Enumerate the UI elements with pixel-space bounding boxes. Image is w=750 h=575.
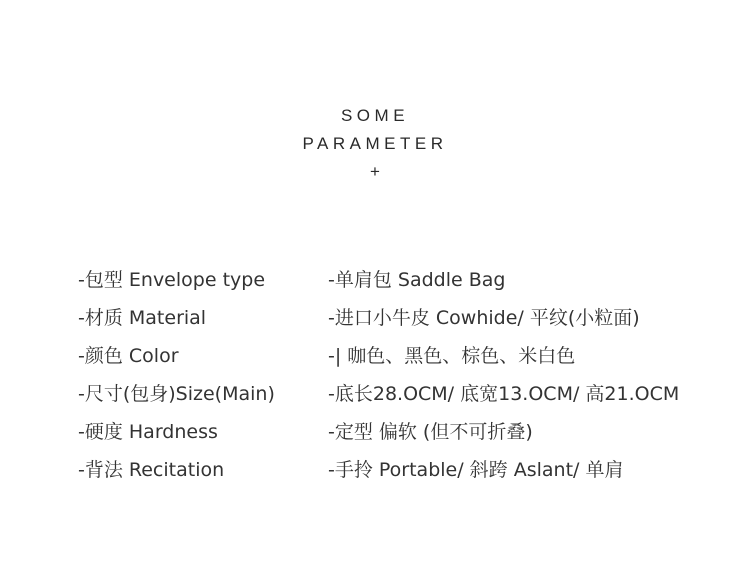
heading-parameter: PARAMETER [302,134,448,153]
heading-some: SOME [340,106,410,125]
param-label: -背法 Recitation [78,459,225,481]
param-row-envelope-type [78,267,738,305]
param-value: -底长28.OCM/ 底宽13.OCM/ 高21.OCM [328,383,680,405]
param-label: -颜色 Color [78,345,179,367]
param-label: -尺寸(包身)Size(Main) [78,383,275,405]
param-row-recitation [78,457,738,495]
param-row-hardness [78,419,738,457]
param-value: -进口小牛皮 Cowhide/ 平纹(小粒面) [328,307,640,329]
plus-icon: + [370,162,380,181]
param-label: -硬度 Hardness [78,421,218,443]
param-row-color [78,343,738,381]
param-value: -| 咖色、黑色、棕色、米白色 [328,345,576,367]
parameter-list [78,267,738,495]
param-label: -包型 Envelope type [78,269,266,291]
param-label: -材质 Material [78,307,207,329]
param-row-material [78,305,738,343]
param-value: -手拎 Portable/ 斜跨 Aslant/ 单肩 [328,459,624,481]
param-row-size [78,381,738,419]
param-value: -单肩包 Saddle Bag [328,269,506,291]
param-value: -定型 偏软 (但不可折叠) [328,421,533,443]
